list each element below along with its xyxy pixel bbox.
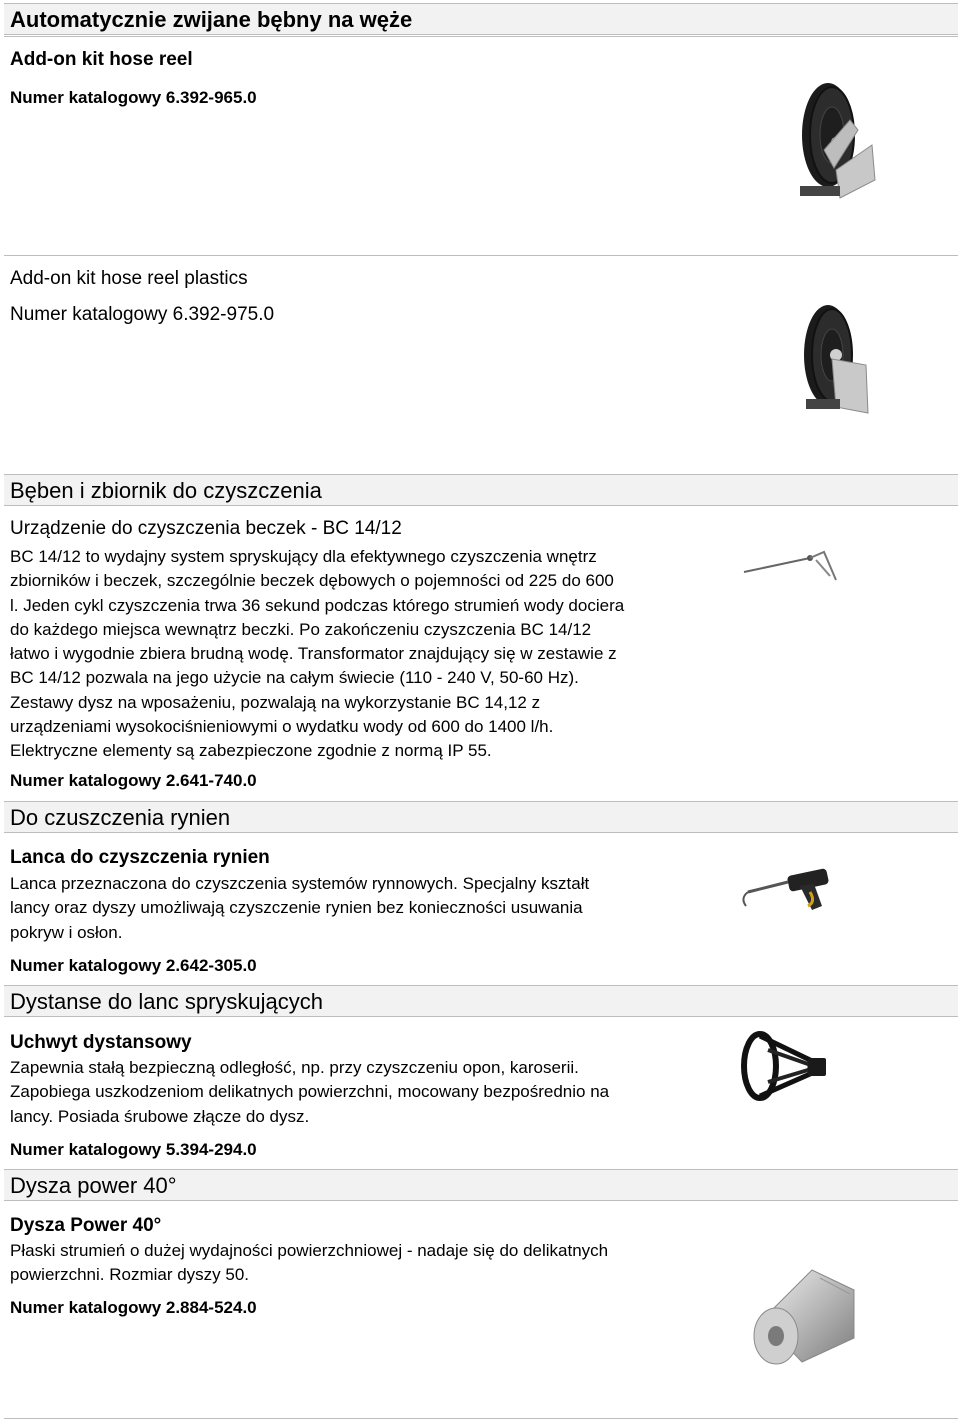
section-title-hose-reels: Automatycznie zwijane bębny na węże: [4, 3, 958, 35]
gutter-lance-icon: [738, 862, 838, 922]
description-line: Zapobiega uszkodzeniom delikatnych powierzchni, mocowany bezpośrednio na: [10, 1082, 610, 1102]
section-title-barrel-cleaning: Bęben i zbiornik do czyszczenia: [4, 474, 958, 506]
section-title-nozzle: Dysza power 40°: [4, 1169, 958, 1201]
description-line: Lanca przeznaczona do czyszczenia systemów rynnowych. Specjalny kształt: [10, 874, 590, 893]
description-line: pokryw i osłon.: [10, 922, 123, 942]
product-name: Urządzenie do czyszczenia beczek - BC 14/12: [10, 518, 402, 539]
description-line: zbiorników i beczek, szczególnie beczek dębowych o pojemności od 225 do 600: [10, 571, 614, 591]
description-line: Elektryczne elementy są zabezpieczone zgodnie z normą IP 55.: [10, 741, 492, 761]
description-line: l. Jeden cykl czyszczenia trwa 36 sekund podczas którego strumień wody dociera: [10, 595, 625, 615]
catalog-number: Numer katalogowy 5.394-294.0: [10, 1140, 257, 1159]
product-name: Dysza Power 40°: [10, 1215, 162, 1236]
product-name: Lanca do czyszczenia rynien: [10, 847, 270, 868]
product-name: Uchwyt dystansowy: [10, 1032, 192, 1053]
description-line: powierzchni. Rozmiar dyszy 50.: [10, 1265, 250, 1285]
catalog-number: Numer katalogowy 6.392-975.0: [10, 304, 275, 325]
description-line: lancy. Posiada śrubowe złącze do dysz.: [10, 1106, 310, 1126]
description-line: Zapewnia stałą bezpieczną odległość, np. przy czyszczeniu opon, karoserii.: [10, 1058, 579, 1077]
description-line: BC 14/12 pozwala na jego użycie na całym świecie (110 - 240 V, 50-60 Hz).: [10, 668, 579, 688]
description-line: BC 14/12 to wydajny system spryskujący dla efektywnego czyszczenia wnętrz: [10, 547, 597, 566]
description-line: lancy oraz dyszy umożliwają czyszczenie rynien bez konieczności usuwania: [10, 898, 583, 918]
description-line: urządzeniami wysokociśnieniowymi o wydatku wody od 600 do 1400 l/h.: [10, 717, 554, 737]
product-description: [10, 545, 730, 764]
spacer-cone-icon: [738, 1030, 838, 1105]
divider: [4, 255, 958, 256]
product-name: Add-on kit hose reel plastics: [10, 268, 248, 289]
divider: [4, 36, 958, 37]
section-title-spacers: Dystanse do lanc spryskujących: [4, 985, 958, 1017]
product-description: [10, 1239, 730, 1288]
section-title-gutter-cleaning: Do czuszczenia rynien: [4, 801, 958, 833]
description-line: Płaski strumień o dużej wydajności powierzchniowej - nadaje się do delikatnych: [10, 1241, 609, 1260]
hose-reel-icon: [784, 295, 884, 425]
spray-lance-icon: [740, 540, 840, 590]
description-line: Zestawy dysz na wposażeniu, pozwalają na wykorzystanie BC 14,12 z: [10, 692, 541, 712]
description-line: do każdego miejsca wewnątrz beczki. Po zakończeniu czyszczenia BC 14/12: [10, 619, 592, 639]
nozzle-icon: [742, 1250, 862, 1370]
hose-reel-icon: [780, 70, 880, 210]
divider: [4, 1418, 958, 1419]
description-line: łatwo i wygodnie zbiera brudną wodę. Transformator znajdujący się w zestawie z: [10, 644, 617, 664]
product-name: Add-on kit hose reel: [10, 49, 193, 70]
product-description: [10, 1056, 730, 1129]
catalog-number: Numer katalogowy 2.884-524.0: [10, 1298, 257, 1317]
catalog-number: Numer katalogowy 2.641-740.0: [10, 771, 257, 790]
catalog-number: Numer katalogowy 6.392-965.0: [10, 88, 257, 107]
product-description: [10, 872, 730, 945]
catalog-number: Numer katalogowy 2.642-305.0: [10, 956, 257, 975]
